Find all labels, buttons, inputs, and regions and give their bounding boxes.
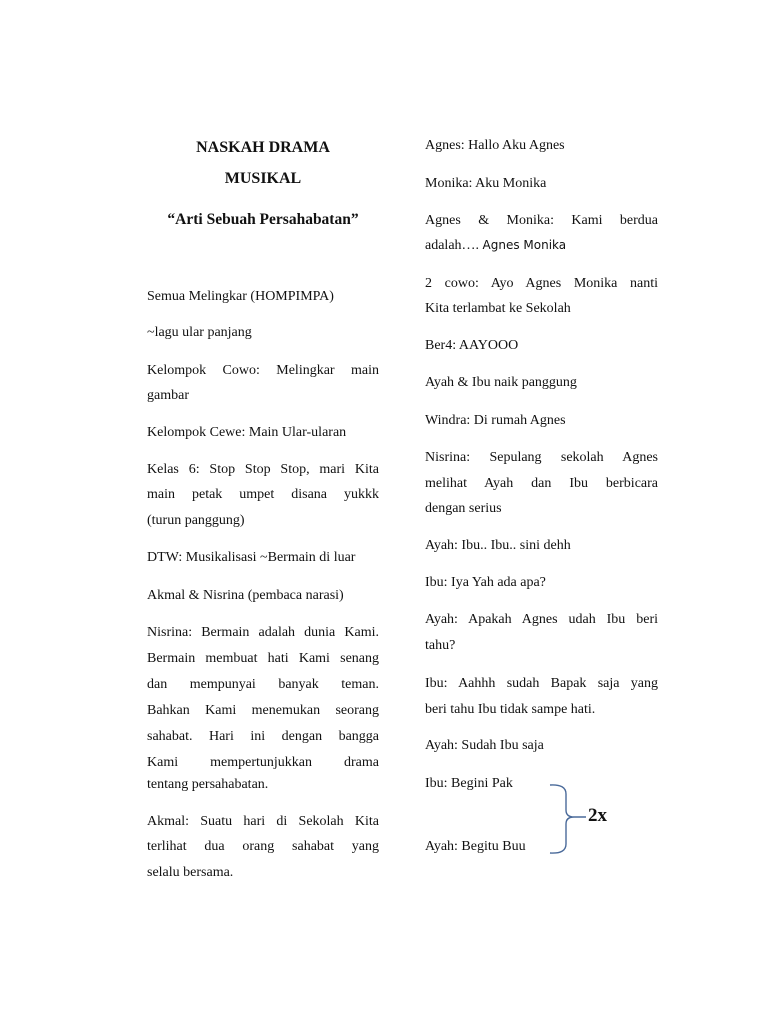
script-line: Kita terlambat ke Sekolah (425, 301, 571, 316)
script-line: Nisrina: Sepulang sekolah Agnes (425, 450, 658, 465)
script-line: 2 cowo: Ayo Agnes Monika nanti (425, 276, 658, 291)
script-line (425, 236, 658, 255)
script-line: terlihat dua orang sahabat yang (147, 839, 379, 854)
script-line: Akmal & Nisrina (pembaca narasi) (147, 588, 344, 603)
script-line: Monika: Aku Monika (425, 176, 547, 191)
subtitle: “Arti Sebuah Persahabatan” (167, 211, 359, 228)
title-line-2: MUSIKAL (224, 170, 302, 187)
script-line: Ayah: Begitu Buu (425, 839, 526, 854)
script-line: main petak umpet disana yukkk (147, 487, 379, 502)
script-line: melihat Ayah dan Ibu berbicara (425, 476, 658, 491)
script-text: adalah…. (425, 238, 480, 253)
script-line: selalu bersama. (147, 865, 234, 880)
script-line: tentang persahabatan. (147, 777, 269, 792)
script-text: Agnes Monika (482, 238, 567, 252)
title-line-1: NASKAH DRAMA (196, 139, 330, 156)
script-line: Ayah & Ibu naik panggung (425, 375, 577, 390)
script-line: Agnes: Hallo Aku Agnes (425, 138, 565, 153)
script-line: Kelompok Cowo: Melingkar main (147, 363, 379, 378)
script-line: Windra: Di rumah Agnes (425, 413, 566, 428)
script-line: ~lagu ular panjang (147, 325, 252, 340)
curly-brace-icon (548, 782, 588, 856)
script-line: Ayah: Apakah Agnes udah Ibu beri (425, 612, 658, 627)
script-line: Ibu: Iya Yah ada apa? (425, 575, 546, 590)
script-line: gambar (147, 388, 189, 403)
script-line: Semua Melingkar (HOMPIMPA) (147, 289, 334, 304)
script-line: dengan serius (425, 501, 502, 516)
script-line: Agnes & Monika: Kami berdua (425, 213, 658, 228)
script-line: Ibu: Aahhh sudah Bapak saja yang (425, 676, 658, 691)
repeat-label: 2x (588, 805, 607, 826)
script-line: tahu? (425, 638, 456, 653)
script-line: Kelas 6: Stop Stop Stop, mari Kita (147, 462, 379, 477)
script-line: Kami mempertunjukkan drama (147, 755, 379, 770)
script-line: Kelompok Cewe: Main Ular-ularan (147, 425, 347, 440)
script-line: Akmal: Suatu hari di Sekolah Kita (147, 814, 379, 829)
script-line: Ayah: Sudah Ibu saja (425, 738, 544, 753)
script-line: dan mempunyai banyak teman. (147, 677, 379, 692)
script-line: DTW: Musikalisasi ~Bermain di luar (147, 550, 356, 565)
script-line: Ibu: Begini Pak (425, 776, 513, 791)
script-line: sahabat. Hari ini dengan bangga (147, 729, 379, 744)
script-line: Nisrina: Bermain adalah dunia Kami. (147, 625, 379, 640)
script-line: beri tahu Ibu tidak sampe hati. (425, 702, 596, 717)
script-line: Ber4: AAYOOO (425, 338, 519, 353)
script-line: Ayah: Ibu.. Ibu.. sini dehh (425, 538, 571, 553)
script-line: Bahkan Kami menemukan seorang (147, 703, 379, 718)
script-line: Bermain membuat hati Kami senang (147, 651, 379, 666)
script-line: (turun panggung) (147, 513, 245, 528)
